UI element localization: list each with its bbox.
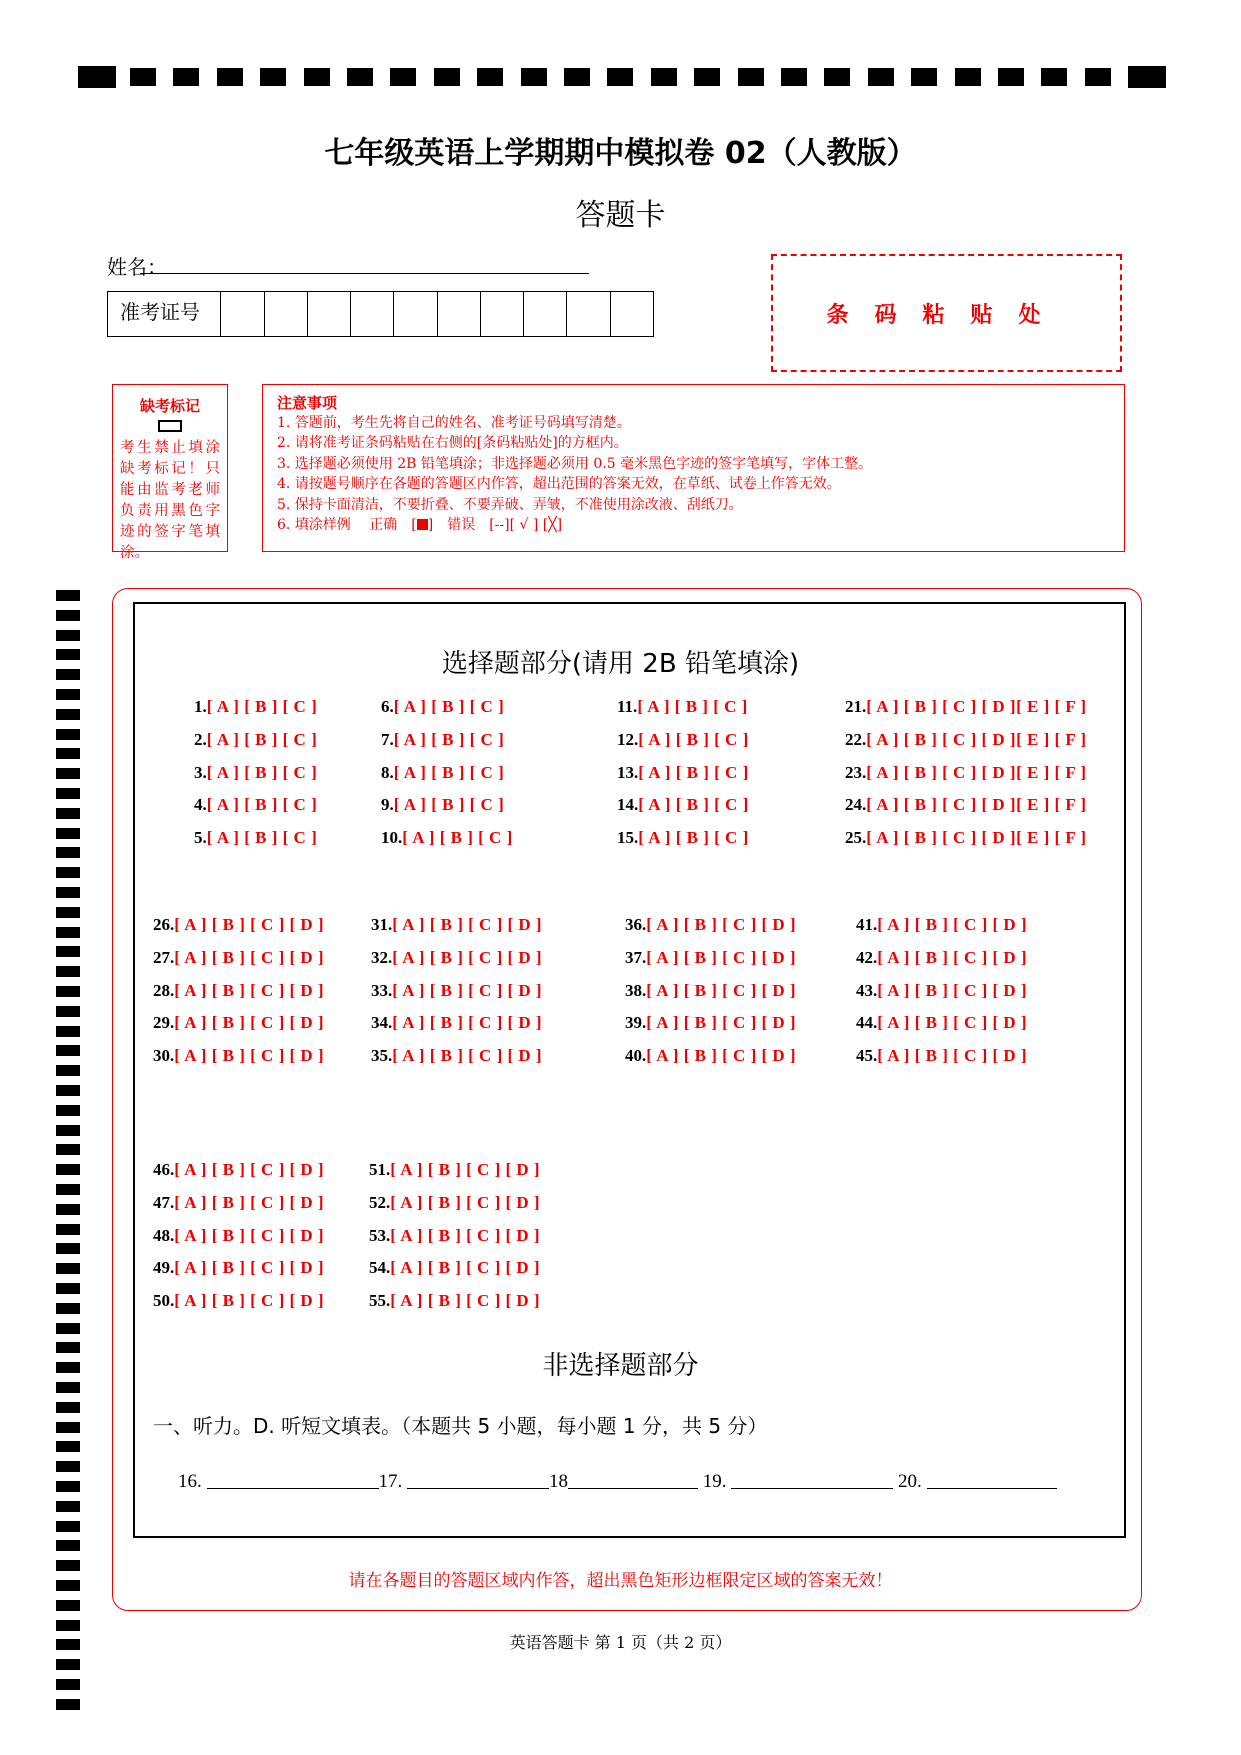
option-bubbles[interactable]: [ A ] [ B ] [ C ] [ D ] xyxy=(877,915,1028,934)
timing-mark xyxy=(56,887,80,898)
question-number: 44. xyxy=(856,1013,878,1033)
exam-id-cell[interactable] xyxy=(437,292,480,336)
question-number: 12. xyxy=(617,729,639,749)
timing-mark xyxy=(56,729,80,740)
timing-mark xyxy=(694,68,720,86)
question-item[interactable] xyxy=(617,763,749,783)
question-item[interactable] xyxy=(153,1046,324,1066)
option-bubbles[interactable]: [ A ] [ B ] [ C ] [ D ] xyxy=(174,1258,325,1278)
notes-item: 4. 请按题号顺序在各题的答题区内作答，超出范围的答案无效，在草纸、试卷上作答无效。 xyxy=(277,476,841,493)
question-item[interactable] xyxy=(153,1226,324,1246)
question-number: 9. xyxy=(381,795,394,815)
option-bubbles[interactable]: [ A ] [ B ] [ C ] [ D ] xyxy=(174,980,325,1000)
listening-heading: 一、听力。D. 听短文填表。（本题共 5 小题，每小题 1 分，共 5 分） xyxy=(153,1414,768,1438)
question-item[interactable] xyxy=(153,915,324,935)
notes-item: 3. 选择题必须使用 2B 铅笔填涂；非选择题必须用 0.5 毫米黑色字迹的签字笔填写，字体工整。 xyxy=(277,455,873,472)
option-bubbles[interactable]: [ A ] [ B ] [ C ] xyxy=(393,697,505,716)
question-number: 22. xyxy=(845,729,867,749)
option-bubbles[interactable]: [ A ] [ B ] [ C ] [ D ] xyxy=(174,915,325,934)
timing-mark xyxy=(477,68,503,86)
option-bubbles[interactable]: [ A ] [ B ] [ C ] [ D ] xyxy=(174,1291,325,1311)
option-bubbles[interactable]: [ A ] [ B ] [ C ] [ D ] xyxy=(646,915,797,934)
question-number: 5. xyxy=(194,828,207,848)
question-number: 28. xyxy=(153,980,175,1000)
option-bubbles[interactable]: [ A ] [ B ] [ C ] [ D ] xyxy=(392,980,543,1000)
question-item[interactable] xyxy=(617,730,749,750)
timing-mark xyxy=(56,1540,80,1551)
option-bubbles[interactable]: [ A ] [ B ] [ C ] [ D ] xyxy=(174,1160,325,1179)
option-bubbles[interactable]: [ A ] [ B ] [ C ] xyxy=(206,795,318,815)
timing-mark xyxy=(56,907,80,918)
option-bubbles[interactable]: [ A ] [ B ] [ C ] [ D ][ E ] [ F ] xyxy=(866,828,1087,848)
timing-mark xyxy=(56,1224,80,1235)
notes-item: 2. 请将准考证条码粘贴在右侧的[条码粘贴处]的方框内。 xyxy=(277,435,628,452)
timing-mark xyxy=(521,68,547,86)
question-item[interactable] xyxy=(617,828,749,848)
exam-id-cell[interactable] xyxy=(350,292,393,336)
notes-item: 1. 答题前，考生先将自己的姓名、准考证号码填写清楚。 xyxy=(277,415,631,431)
timing-mark xyxy=(911,68,937,86)
timing-mark xyxy=(56,946,80,957)
question-item[interactable] xyxy=(856,915,1027,935)
option-bubbles[interactable]: [ A ] [ B ] [ C ] [ D ] xyxy=(392,915,543,934)
timing-mark xyxy=(1085,68,1111,86)
question-item[interactable] xyxy=(194,697,317,717)
timing-mark xyxy=(56,788,80,799)
barcode-area: 条码粘贴处 xyxy=(771,254,1122,372)
question-number: 53. xyxy=(369,1225,391,1245)
option-bubbles[interactable]: [ A ] [ B ] [ C ] [ D ] xyxy=(392,947,543,967)
question-item[interactable] xyxy=(381,697,504,717)
timing-mark xyxy=(56,1659,80,1670)
question-number: 7. xyxy=(381,729,394,749)
timing-mark xyxy=(56,927,80,938)
timing-mark xyxy=(56,1045,80,1056)
listening-blanks xyxy=(178,1470,1057,1493)
question-number: 11. xyxy=(617,697,638,716)
timing-mark xyxy=(56,768,80,779)
question-number: 50. xyxy=(153,1291,175,1311)
question-item[interactable] xyxy=(153,1193,324,1213)
choice-section-title: 选择题部分(请用 2B 铅笔填涂) xyxy=(441,649,800,679)
timing-mark xyxy=(56,1620,80,1631)
question-number: 55. xyxy=(369,1291,391,1311)
timing-mark xyxy=(56,1184,80,1195)
question-number: 46. xyxy=(153,1160,175,1179)
timing-mark xyxy=(56,1323,80,1334)
question-item[interactable] xyxy=(194,795,317,815)
exam-id-cell[interactable] xyxy=(220,292,263,336)
option-bubbles[interactable]: [ A ] [ B ] [ C ] [ D ] xyxy=(390,1160,541,1179)
option-bubbles[interactable]: [ A ] [ B ] [ C ] [ D ][ E ] [ F ] xyxy=(866,697,1087,716)
question-item[interactable] xyxy=(381,795,504,815)
option-bubbles[interactable]: [ A ] [ B ] [ C ] [ D ] xyxy=(646,1046,797,1066)
timing-mark xyxy=(390,68,416,86)
option-bubbles[interactable]: [ A ] [ B ] [ C ] xyxy=(638,729,749,749)
timing-mark xyxy=(56,1263,80,1274)
option-bubbles[interactable]: [ A ] [ B ] [ C ] [ D ][ E ] [ F ] xyxy=(866,762,1087,782)
question-item[interactable] xyxy=(625,948,796,968)
option-bubbles[interactable]: [ A ] [ B ] [ C ] xyxy=(393,795,505,815)
absent-mark-title: 缺考标记 xyxy=(139,397,200,415)
question-number: 51. xyxy=(369,1160,391,1179)
timing-mark xyxy=(78,66,116,88)
timing-mark xyxy=(564,68,590,86)
question-number: 10. xyxy=(381,828,403,848)
timing-mark xyxy=(1041,68,1067,86)
exam-id-box xyxy=(107,291,654,337)
question-item[interactable] xyxy=(856,1046,1027,1066)
blank-number: 19. xyxy=(702,1471,727,1492)
timing-mark xyxy=(56,709,80,720)
question-number: 27. xyxy=(153,947,175,967)
notes-title: 注意事项 xyxy=(277,394,338,412)
question-item[interactable] xyxy=(371,915,542,935)
absent-mark-checkbox[interactable] xyxy=(158,420,182,432)
timing-mark xyxy=(173,68,199,86)
question-item[interactable] xyxy=(845,828,1087,848)
sample-wrong: [--][ √ ] [╳] xyxy=(489,517,563,534)
blank-number: 16. xyxy=(178,1471,202,1492)
exam-id-cell[interactable] xyxy=(480,292,523,336)
option-bubbles[interactable]: [ A ] [ B ] [ C ] [ D ] xyxy=(174,1046,325,1066)
timing-mark xyxy=(56,1600,80,1611)
question-item[interactable] xyxy=(617,795,749,815)
question-item[interactable] xyxy=(845,730,1087,750)
question-item[interactable] xyxy=(153,1160,324,1180)
timing-mark xyxy=(56,1164,80,1175)
timing-mark xyxy=(56,748,80,759)
notes-item-sample xyxy=(277,515,1124,535)
exam-id-cell[interactable] xyxy=(393,292,436,336)
exam-id-cell[interactable] xyxy=(610,292,653,336)
question-item[interactable] xyxy=(856,1013,1027,1033)
question-number: 40. xyxy=(625,1046,647,1066)
option-bubbles[interactable]: [ A ] [ B ] [ C ] [ D ] xyxy=(646,947,797,967)
question-number: 33. xyxy=(371,980,393,1000)
timing-mark xyxy=(868,68,894,86)
question-number: 6. xyxy=(381,697,394,716)
question-number: 35. xyxy=(371,1046,393,1066)
answer-blank[interactable] xyxy=(207,1470,379,1489)
exam-id-cell[interactable] xyxy=(307,292,350,336)
option-bubbles[interactable]: [ A ] [ B ] [ C ] [ D ] xyxy=(174,1192,325,1212)
option-bubbles[interactable]: [ A ] [ B ] [ C ] [ D ] xyxy=(390,1258,541,1278)
timing-mark xyxy=(607,68,633,86)
option-bubbles[interactable]: [ A ] [ B ] [ C ] xyxy=(638,828,749,848)
option-bubbles[interactable]: [ A ] [ B ] [ C ] [ D ] xyxy=(646,1013,797,1033)
question-number: 32. xyxy=(371,947,393,967)
timing-mark xyxy=(56,847,80,858)
question-item[interactable] xyxy=(369,1160,540,1180)
question-item[interactable] xyxy=(369,1291,540,1311)
question-item[interactable] xyxy=(856,981,1027,1001)
question-item[interactable] xyxy=(194,828,317,848)
question-number: 39. xyxy=(625,1013,647,1033)
question-item[interactable] xyxy=(381,828,513,848)
option-bubbles[interactable]: [ A ] [ B ] [ C ] [ D ] xyxy=(174,947,325,967)
timing-mark xyxy=(824,68,850,86)
timing-mark xyxy=(651,68,677,86)
option-bubbles[interactable]: [ A ] [ B ] [ C ] [ D ] xyxy=(390,1225,541,1245)
timing-mark xyxy=(56,1065,80,1076)
question-item[interactable] xyxy=(371,1046,542,1066)
question-number: 43. xyxy=(856,980,878,1000)
question-item[interactable] xyxy=(617,697,748,717)
question-number: 23. xyxy=(845,762,867,782)
absent-mark-box xyxy=(112,384,228,561)
timing-mark xyxy=(56,1441,80,1452)
timing-mark xyxy=(347,68,373,86)
question-number: 4. xyxy=(194,795,207,815)
question-item[interactable] xyxy=(856,948,1027,968)
question-item[interactable] xyxy=(625,1013,796,1033)
timing-mark xyxy=(56,630,80,641)
option-bubbles[interactable]: [ A ] [ B ] [ C ] [ D ] xyxy=(877,980,1028,1000)
option-bubbles[interactable]: [ A ] [ B ] [ C ] xyxy=(206,729,318,749)
question-number: 42. xyxy=(856,947,878,967)
option-bubbles[interactable]: [ A ] [ B ] [ C ] [ D ] xyxy=(877,1013,1028,1033)
question-item[interactable] xyxy=(625,915,796,935)
option-bubbles[interactable]: [ A ] [ B ] [ C ] xyxy=(638,795,749,815)
timing-mark xyxy=(56,1105,80,1116)
option-bubbles[interactable]: [ A ] [ B ] [ C ] [ D ] xyxy=(174,1013,325,1033)
blank-number: 18 xyxy=(549,1471,568,1492)
filled-square-icon xyxy=(417,519,428,530)
timing-mark xyxy=(56,1085,80,1096)
question-item[interactable] xyxy=(194,763,317,783)
option-bubbles[interactable]: [ A ] [ B ] [ C ] [ D ] xyxy=(390,1192,541,1212)
option-bubbles[interactable]: [ A ] [ B ] [ C ] [ D ][ E ] [ F ] xyxy=(866,729,1087,749)
name-field[interactable] xyxy=(140,273,589,274)
question-item[interactable] xyxy=(153,948,324,968)
question-item[interactable] xyxy=(625,1046,796,1066)
question-item[interactable] xyxy=(845,795,1087,815)
timing-mark xyxy=(56,1481,80,1492)
option-bubbles[interactable]: [ A ] [ B ] [ C ] [ D ] xyxy=(646,980,797,1000)
question-item[interactable] xyxy=(371,1013,542,1033)
option-bubbles[interactable]: [ A ] [ B ] [ C ] xyxy=(637,697,748,716)
timing-mark xyxy=(56,1144,80,1155)
timing-mark xyxy=(56,590,80,601)
question-number: 52. xyxy=(369,1192,391,1212)
question-number: 41. xyxy=(856,915,878,934)
timing-mark xyxy=(56,1382,80,1393)
timing-mark xyxy=(56,1402,80,1413)
question-number: 38. xyxy=(625,980,647,1000)
timing-mark xyxy=(217,68,243,86)
question-number: 36. xyxy=(625,915,647,934)
question-number: 48. xyxy=(153,1225,175,1245)
question-item[interactable] xyxy=(369,1258,540,1278)
answer-blank[interactable] xyxy=(568,1470,698,1489)
question-item[interactable] xyxy=(845,697,1087,717)
absent-mark-text: 考生禁止填涂缺考标记！只能由监考老师负责用黑色字迹的签字笔填涂。 xyxy=(120,440,220,561)
question-item[interactable] xyxy=(153,1258,324,1278)
page-footer: 英语答题卡 第 1 页（共 2 页） xyxy=(509,1633,732,1652)
timing-mark xyxy=(304,68,330,86)
timing-mark xyxy=(955,68,981,86)
option-bubbles[interactable]: [ A ] [ B ] [ C ] xyxy=(206,828,318,848)
option-bubbles[interactable]: [ A ] [ B ] [ C ] [ D ] xyxy=(392,1013,543,1033)
option-bubbles[interactable]: [ A ] [ B ] [ C ] [ D ][ E ] [ F ] xyxy=(866,795,1087,815)
question-number: 45. xyxy=(856,1046,878,1066)
answer-blank[interactable] xyxy=(407,1470,549,1489)
sample-prefix: 6. 填涂样例 正确 [ xyxy=(277,517,417,534)
timing-mark xyxy=(56,867,80,878)
question-number: 13. xyxy=(617,762,639,782)
question-number: 2. xyxy=(194,729,207,749)
timing-mark xyxy=(998,68,1024,86)
option-bubbles[interactable]: [ A ] [ B ] [ C ] [ D ] xyxy=(390,1291,541,1311)
question-number: 31. xyxy=(371,915,393,934)
option-bubbles[interactable]: [ A ] [ B ] [ C ] [ D ] xyxy=(877,1046,1028,1066)
question-number: 25. xyxy=(845,828,867,848)
timing-mark xyxy=(56,986,80,997)
timing-mark xyxy=(56,1699,80,1710)
timing-mark xyxy=(56,1125,80,1136)
page-subtitle: 答题卡 xyxy=(575,198,666,233)
timing-mark xyxy=(434,68,460,86)
option-bubbles[interactable]: [ A ] [ B ] [ C ] xyxy=(393,762,505,782)
blank-number: 20. xyxy=(898,1471,922,1492)
option-bubbles[interactable]: [ A ] [ B ] [ C ] [ D ] xyxy=(392,1046,543,1066)
timing-mark xyxy=(56,1501,80,1512)
question-number: 21. xyxy=(845,697,867,716)
timing-mark xyxy=(781,68,807,86)
timing-mark xyxy=(56,1204,80,1215)
question-number: 30. xyxy=(153,1046,175,1066)
timing-mark xyxy=(130,68,156,86)
timing-marks-top xyxy=(78,66,1166,88)
option-bubbles[interactable]: [ A ] [ B ] [ C ] [ D ] xyxy=(877,947,1028,967)
question-number: 34. xyxy=(371,1013,393,1033)
question-item[interactable] xyxy=(371,981,542,1001)
question-number: 49. xyxy=(153,1258,175,1278)
question-number: 24. xyxy=(845,795,867,815)
option-bubbles[interactable]: [ A ] [ B ] [ C ] xyxy=(638,762,749,782)
timing-mark xyxy=(56,1283,80,1294)
question-number: 14. xyxy=(617,795,639,815)
answer-blank[interactable] xyxy=(927,1470,1057,1489)
question-item[interactable] xyxy=(153,981,324,1001)
notes-item: 5. 保持卡面清洁，不要折叠、不要弄破、弄皱，不准使用涂改液、刮纸刀。 xyxy=(277,496,743,513)
name-label: 姓名： xyxy=(107,255,167,279)
timing-mark xyxy=(56,1422,80,1433)
timing-mark xyxy=(56,966,80,977)
exam-id-cell[interactable] xyxy=(264,292,307,336)
timing-mark xyxy=(56,689,80,700)
option-bubbles[interactable]: [ A ] [ B ] [ C ] xyxy=(206,762,318,782)
warning-text: 请在各题目的答题区域内作答，超出黑色矩形边框限定区域的答案无效！ xyxy=(348,1571,893,1591)
timing-mark xyxy=(56,828,80,839)
question-number: 54. xyxy=(369,1258,391,1278)
question-number: 37. xyxy=(625,947,647,967)
question-number: 15. xyxy=(617,828,639,848)
timing-mark xyxy=(56,1006,80,1017)
question-item[interactable] xyxy=(381,763,504,783)
question-number: 26. xyxy=(153,915,175,934)
answer-blank[interactable] xyxy=(731,1470,893,1489)
timing-mark xyxy=(56,1461,80,1472)
option-bubbles[interactable]: [ A ] [ B ] [ C ] xyxy=(393,729,505,749)
question-number: 47. xyxy=(153,1192,175,1212)
timing-mark xyxy=(56,1026,80,1037)
exam-id-cell[interactable] xyxy=(523,292,566,336)
blank-number: 17. xyxy=(378,1471,403,1492)
question-item[interactable] xyxy=(625,981,796,1001)
question-item[interactable] xyxy=(369,1193,540,1213)
timing-mark xyxy=(56,808,80,819)
question-item[interactable] xyxy=(371,948,542,968)
question-item[interactable] xyxy=(845,763,1087,783)
question-item[interactable] xyxy=(369,1226,540,1246)
question-item[interactable] xyxy=(153,1013,324,1033)
question-number: 8. xyxy=(381,762,394,782)
exam-id-label: 准考证号 xyxy=(120,300,200,324)
timing-mark xyxy=(56,1303,80,1314)
notes-box xyxy=(262,384,1125,552)
timing-mark xyxy=(56,610,80,621)
exam-id-cell[interactable] xyxy=(566,292,609,336)
timing-mark xyxy=(1128,66,1166,88)
sample-mid: ] 错误 xyxy=(427,517,490,534)
question-number: 3. xyxy=(194,762,207,782)
question-item[interactable] xyxy=(153,1291,324,1311)
question-number: 1. xyxy=(194,697,207,716)
timing-mark xyxy=(260,68,286,86)
option-bubbles[interactable]: [ A ] [ B ] [ C ] [ D ] xyxy=(174,1225,325,1245)
option-bubbles[interactable]: [ A ] [ B ] [ C ] xyxy=(206,697,318,716)
timing-mark xyxy=(56,1679,80,1690)
page-title: 七年级英语上学期期中模拟卷 02（人教版） xyxy=(324,136,917,171)
question-item[interactable] xyxy=(381,730,504,750)
timing-mark xyxy=(56,1521,80,1532)
option-bubbles[interactable]: [ A ] [ B ] [ C ] xyxy=(402,828,513,848)
timing-mark xyxy=(56,1243,80,1254)
timing-mark xyxy=(738,68,764,86)
non-choice-title: 非选择题部分 xyxy=(542,1351,699,1381)
question-number: 29. xyxy=(153,1013,175,1033)
question-item[interactable] xyxy=(194,730,317,750)
